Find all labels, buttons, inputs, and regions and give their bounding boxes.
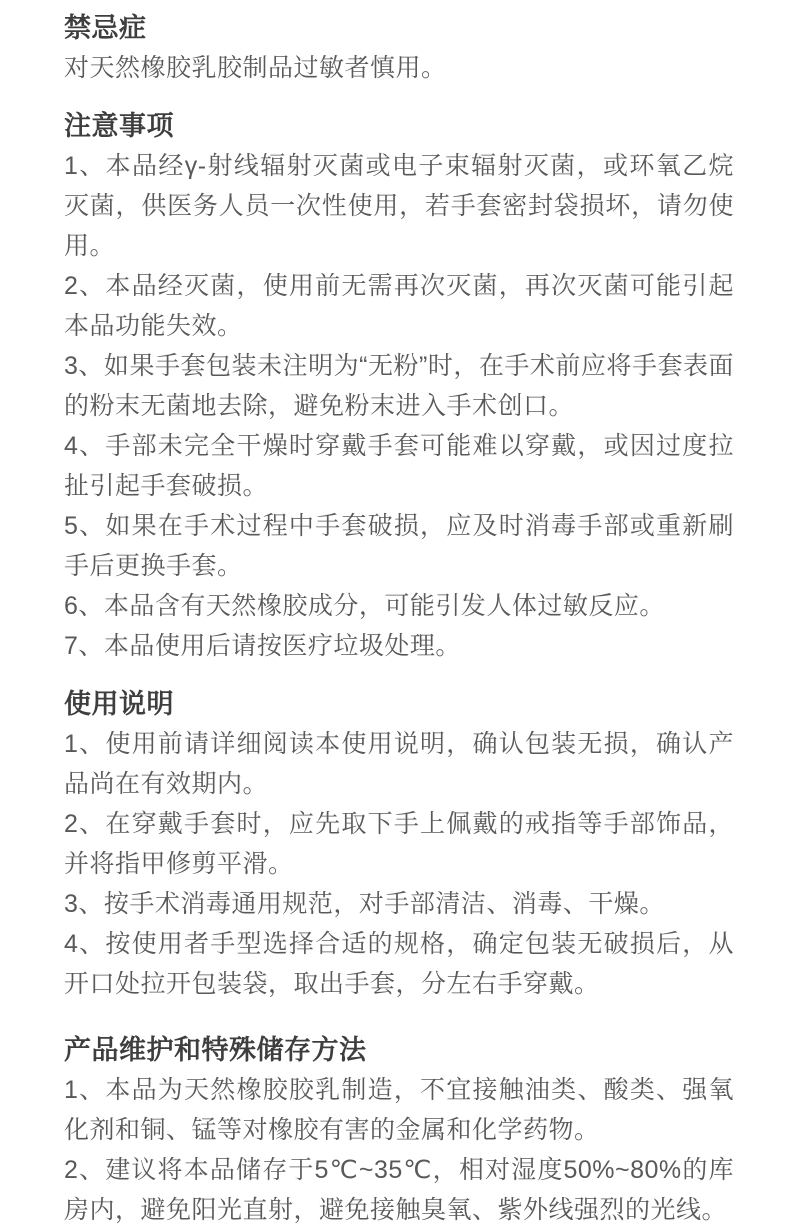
section-precautions xyxy=(64,106,734,666)
instruction-line: 2、在穿戴手套时，应先取下手上佩戴的戒指等手部饰品，并将指甲修剪平滑。 xyxy=(64,810,734,878)
section-title-contraindications: 禁忌症 xyxy=(64,13,147,43)
section-contraindications xyxy=(64,8,734,88)
instruction-line: 7、本品使用后请按医疗垃圾处理。 xyxy=(64,632,461,660)
section-title-maintenance-storage: 产品维护和特殊储存方法 xyxy=(64,1035,367,1065)
instruction-line: 2、本品经灭菌，使用前无需再次灭菌，再次灭菌可能引起本品功能失效。 xyxy=(64,272,734,340)
section-title-precautions: 注意事项 xyxy=(64,111,174,141)
instruction-line: 1、使用前请详细阅读本使用说明，确认包装无损，确认产品尚在有效期内。 xyxy=(64,730,734,798)
instruction-line: 3、如果手套包装未注明为“无粉”时，在手术前应将手套表面的粉末无菌地去除，避免粉末进入手术创口。 xyxy=(64,352,734,420)
instruction-line: 5、如果在手术过程中手套破损，应及时消毒手部或重新刷手后更换手套。 xyxy=(64,512,734,580)
instruction-line: 4、按使用者手型选择合适的规格，确定包装无破损后，从开口处拉开包装袋，取出手套，分左右手穿戴。 xyxy=(64,930,734,998)
instruction-line: 1、本品为天然橡胶胶乳制造，不宜接触油类、酸类、强氧化剂和铜、锰等对橡胶有害的金属和化学药物。 xyxy=(64,1076,734,1144)
instruction-line: 对天然橡胶乳胶制品过敏者慎用。 xyxy=(64,54,447,82)
instruction-line: 2、建议将本品储存于5℃~35℃，相对湿度50%~80%的库房内，避免阳光直射，避免接触臭氧、紫外线强烈的光线。 xyxy=(64,1156,734,1224)
instruction-line: 1、本品经γ-射线辐射灭菌或电子束辐射灭菌，或环氧乙烷灭菌，供医务人员一次性使用，若手套密封袋损坏，请勿使用。 xyxy=(64,152,734,260)
section-maintenance-storage xyxy=(64,1030,734,1230)
section-usage-instructions xyxy=(64,684,734,1004)
instruction-line: 6、本品含有天然橡胶成分，可能引发人体过敏反应。 xyxy=(64,592,665,620)
instruction-line: 4、手部未完全干燥时穿戴手套可能难以穿戴，或因过度拉扯引起手套破损。 xyxy=(64,432,734,500)
section-title-usage-instructions: 使用说明 xyxy=(64,689,174,719)
instruction-line: 3、按手术消毒通用规范，对手部清洁、消毒、干燥。 xyxy=(64,890,665,918)
